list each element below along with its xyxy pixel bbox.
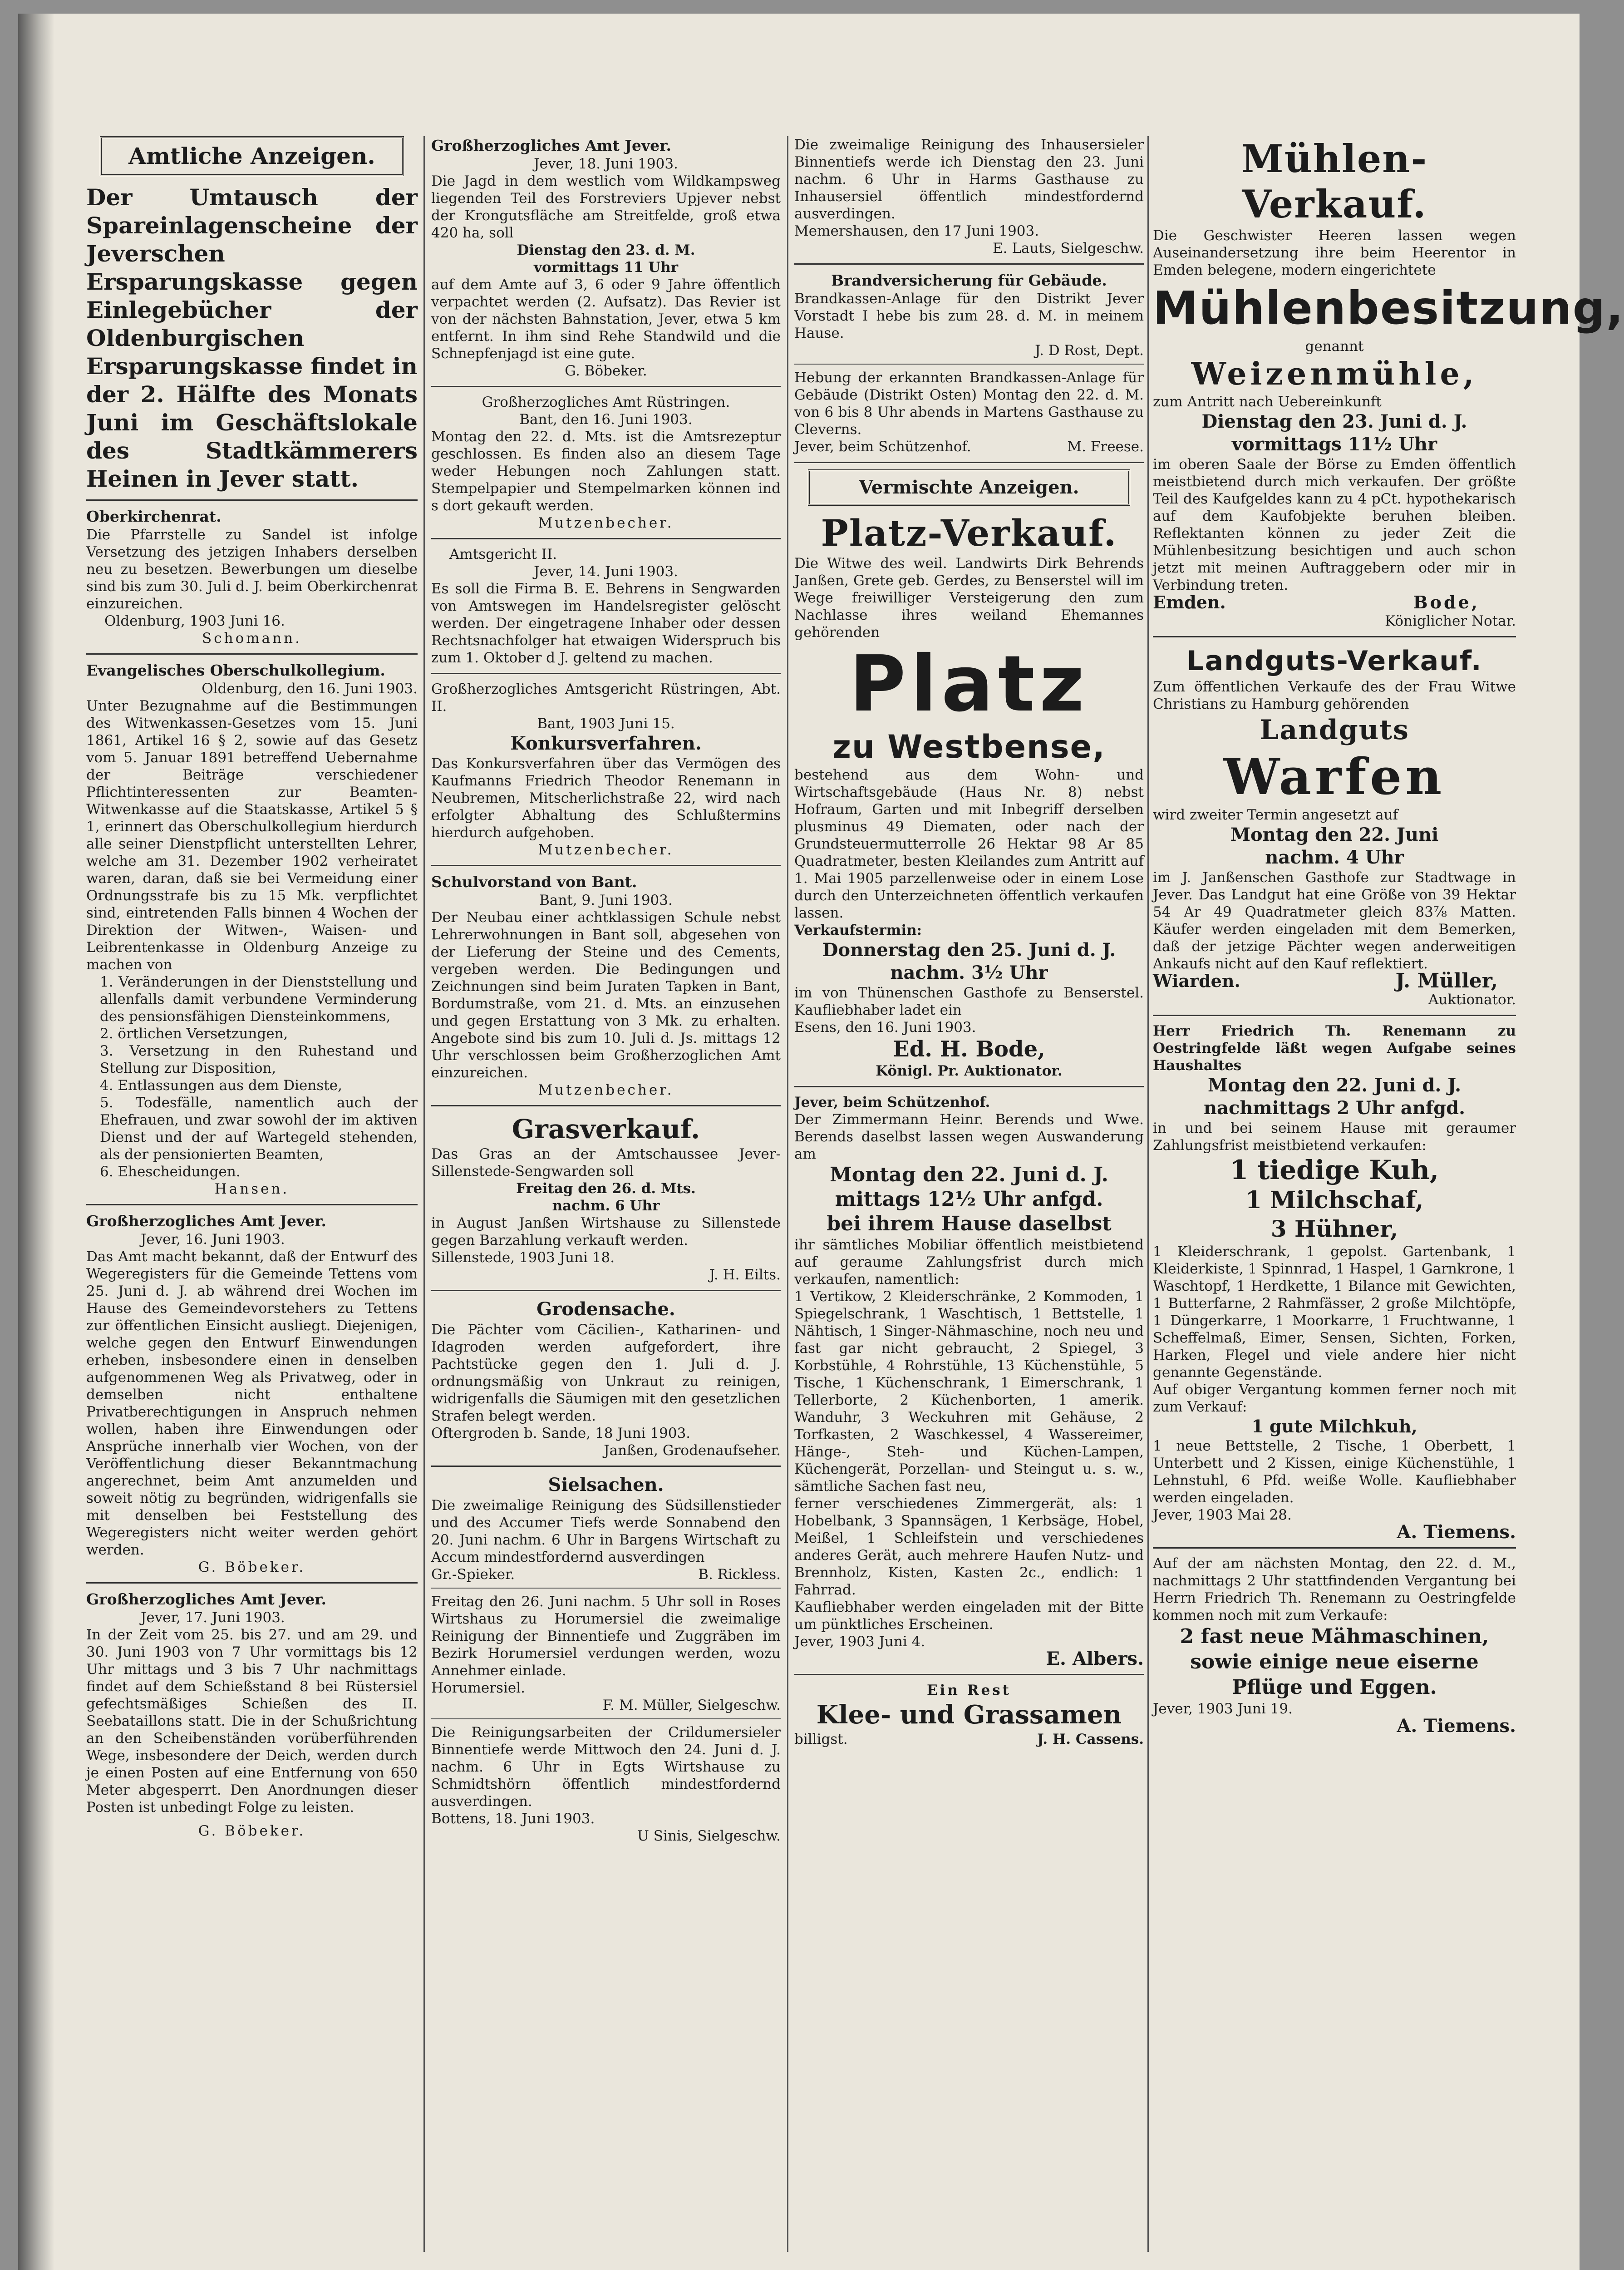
notice-body: Das Amt macht bekannt, daß der Entwurf des Wegeregisters für die Gemeinde Tettens vom 25. Juni d. J. ab während drei Wochen im Hause des Gemeindevorstehers zu Tettens zur öffentlichen Einsicht ausliegt. Diejenigen, welche gegen den Entwurf Einwendungen erheben, insbesondere einen in denselben aufgenommenen Weg als Privatweg, oder in demselben nicht enthaltene Privatberechtigungen in Anspruch nehmen wollen, haben ihre Einwendungen oder Ansprüche innerhalb vier Wochen, von der Veröffentlichung dieser Bekanntmachung angerechnet, beim Amt anzumelden und soweit nötig zu begründen, widrigenfalls sie mit denselben bei Feststellung des Wegeregisters nicht weiter werden gehört werden.: [86, 1248, 418, 1558]
notice-date: Jever, 14. Juni 1903.: [534, 563, 678, 580]
divider: [794, 1086, 1144, 1087]
notice-body: ihr sämtliches Mobiliar öffentlich meistbietend auf geraume Zahlungsfrist durch mich verkaufen, namentlich:: [794, 1237, 1144, 1288]
notice-place-text: Gr.-Spieker.: [431, 1566, 515, 1583]
notice-body: Es soll die Firma B. E. Behrens in Sengwarden von Amtswegen im Handelsregister gelöscht werden. Der eingetragene Inhaber oder dessen Rechtsnachfolger hat etwaigen Widerspruch bis zum 1. Oktober d J. geltend zu machen.: [431, 581, 781, 666]
notice-signature: Bode,: [1413, 592, 1480, 612]
divider: [431, 1718, 781, 1719]
notice-signature: Ed. H. Bode,: [893, 1036, 1045, 1062]
divider: [431, 1290, 781, 1291]
divider: [794, 1674, 1144, 1675]
notice-heading: Großherzogliches Amt Jever.: [86, 1212, 326, 1230]
column-4: [1153, 136, 1624, 1737]
notice-title: Konkursverfahren.: [510, 733, 702, 754]
notice-time: vormittags 11½ Uhr: [1231, 434, 1437, 455]
notice-body: Der Zimmermann Heinr. Berends und Wwe. Berends daselbst lassen wegen Auswanderung am: [794, 1111, 1144, 1162]
notice-date: Bant, 9. Juni 1903.: [539, 892, 673, 908]
notice-signature: A. Tiemens.: [1397, 1521, 1516, 1543]
divider: [431, 865, 781, 866]
list-item: 3. Versetzung in den Ruhestand und Stellung zur Disposition,: [100, 1043, 418, 1076]
notice-body: Auf der am nächsten Montag, den 22. d. M., nachmittags 2 Uhr stattfindenden Vergantung bei Herrn Friedrich Th. Renemann zu Oestringfelde kommen noch mit zum Verkaufe:: [1153, 1555, 1516, 1624]
divider: [1153, 636, 1516, 637]
notice-place-big: zu Westbense,: [832, 728, 1106, 765]
notice-name: Weizenmühle,: [1191, 356, 1478, 392]
notice-body: Montag den 22. d. Mts. ist die Amtsrezeptur geschlossen. Es finden also an diesem Tage weder Hebungen noch Zahlungen statt. Stempelpapier und Stempelmarken können ind s dort gekauft werden.: [431, 429, 781, 514]
notice-body: im von Thünenschen Gasthofe zu Benserstel. Kaufliebhaber ladet ein: [794, 985, 1144, 1018]
notice-signature: J. Müller,: [1395, 969, 1498, 992]
notice-body: Zum öffentlichen Verkaufe des der Frau Witwe Christians zu Hamburg gehörenden: [1153, 679, 1516, 712]
notice-date: Bottens, 18. Juni 1903.: [431, 1811, 595, 1827]
notice-body: Die Jagd in dem westlich vom Wildkampsweg liegenden Teil des Forstreviers Upjever nebst der Krongutsfläche am Streitfelde, groß etwa 420 ha, soll: [431, 173, 781, 241]
list-item: 2. örtlichen Versetzungen,: [100, 1026, 288, 1042]
notice-time: Freitag den 26. d. Mts.: [516, 1180, 696, 1197]
notice-big-word: Warfen: [1223, 747, 1446, 806]
notice-place-text: Wiarden.: [1153, 971, 1240, 991]
divider: [431, 538, 781, 539]
notice-place: [1153, 594, 1516, 612]
notice-time: Dienstag den 23. Juni d. J.: [1201, 411, 1467, 432]
notice-highlight: 3 Hühner,: [1270, 1215, 1398, 1242]
divider: [431, 673, 781, 674]
notice-heading: Schulvorstand von Bant.: [431, 873, 637, 891]
notice-big-word: Mühlenbesitzung,: [1153, 281, 1624, 335]
notice-date: Oldenburg, 1903 Juni 16.: [104, 613, 285, 629]
notice-title: Landguts-Verkauf.: [1186, 645, 1482, 677]
divider: [431, 1466, 781, 1467]
notice-body: In der Zeit vom 25. bis 27. und am 29. und 30. Juni 1903 von 7 Uhr vormittags bis 12 Uhr mittags und 3 bis 7 Uhr nachmittags findet auf dem Schießstand 8 bei Rüstersiel gefechtsmäßiges Schießen des II. Seebataillons statt. Die in der Schußrichtung an den Scheibenständen vorüberführenden Wege, insbesondere der Deich, werden durch je einen Posten auf eine Entfernung von 650 Meter abgesperrt. Den Anordnungen dieser Posten ist unbedingt Folge zu leisten.: [86, 1627, 418, 1816]
column-2: [431, 136, 781, 1845]
notice-date: Jever, 1903 Juni 4.: [794, 1633, 925, 1650]
notice-highlight: 2 fast neue Mähmaschinen, sowie einige neue eiserne Pflüge und Eggen.: [1180, 1625, 1489, 1699]
notice-signature: G. Böbeker.: [198, 1559, 306, 1575]
notice-body: bestehend aus dem Wohn- und Wirtschaftsgebäude (Haus Nr. 8) nebst Hofraum, Garten und mit Inbegriff derselben plusminus 49 Diematen, oder nach der Grundsteuermutterrolle 26 Hektar 98 Ar 85 Quadratmeter, besten Kleilandes zum Antritt auf 1. Mai 1905 parzellenweise oder in einem Lose durch den Unterzeichneten öffentlich verkaufen lassen.: [794, 767, 1144, 921]
notice-body: Die Reinigungsarbeiten der Crildumersieler Binnentiefe werde Mittwoch den 24. Juni d. J. nachm. 6 Uhr in Egts Wirtshause zu Schmidtshörn öffentlich mindestfordernd ausverdingen.: [431, 1724, 781, 1810]
notice-body: Auf obiger Vergantung kommen ferner noch mit zum Verkauf:: [1153, 1382, 1516, 1415]
notice-signature: G. Böbeker.: [565, 363, 647, 379]
notice-date: Bant, 1903 Juni 15.: [537, 716, 675, 732]
notice-role: Königl. Pr. Auktionator.: [876, 1063, 1063, 1079]
notice-body: ferner verschiedenes Zimmergerät, als: 1 Hobelbank, 3 Spannsägen, 1 Kerbsäge, Hobel, Meißel, 1 Schleifstein und verschiedenes anderes Gerät, auch mehrere Haufen Nutz- und Brennholz, Kisten, Kasten 2c., endlich: 1 Fahrrad.: [794, 1495, 1144, 1598]
divider: [431, 1588, 781, 1589]
notice-heading: Oberkirchenrat.: [86, 508, 221, 525]
notice-title: Platz-Verkauf.: [821, 512, 1117, 554]
column-rule: [1147, 136, 1149, 2252]
notice-time: Donnerstag den 25. Juni d. J.: [822, 939, 1116, 961]
notice-time: vormittags 11 Uhr: [533, 259, 679, 276]
list-item: 1. Veränderungen in der Dienststellung und allenfalls damit verbundene Verminderung des pensionsfähigen Diensteinkommens,: [100, 974, 418, 1025]
divider: [794, 263, 1144, 265]
list-item: 6. Ehescheidungen.: [100, 1164, 241, 1180]
notice-title: Mühlen-Verkauf.: [1241, 136, 1428, 227]
column-1: [86, 136, 418, 1840]
section-title-amtliche: Amtliche Anzeigen.: [100, 136, 404, 176]
notice-time: nachm. 6 Uhr: [552, 1198, 660, 1214]
notice-heading: Großherzogliches Amt Jever.: [431, 137, 671, 154]
notice-price: billigst.: [794, 1731, 848, 1747]
notice-title: Sielsachen.: [548, 1474, 664, 1495]
notice-time: nachm. 4 Uhr: [1265, 847, 1404, 868]
notice-signature: J. H. Eilts.: [709, 1267, 781, 1283]
notice-signature: U Sinis, Sielgeschw.: [637, 1828, 781, 1844]
notice-signature: M. Freese.: [1067, 439, 1144, 455]
divider: [1153, 1547, 1516, 1549]
notice-date: Oldenburg, den 16. Juni 1903.: [202, 681, 418, 697]
notice-place-text: Emden.: [1153, 592, 1226, 612]
notice-heading: Ein Rest: [927, 1682, 1011, 1698]
notice-body: Die Witwe des weil. Landwirts Dirk Behrends Janßen, Grete geb. Gerdes, zu Benserstel will im Wege freiwilliger Versteigerung den zum Nachlasse ihres weiland Ehemannes gehörenden: [794, 555, 1144, 641]
notice-heading: Brandversicherung für Gebäude.: [831, 271, 1107, 289]
column-3: [794, 136, 1144, 1748]
notice-body: Die zweimalige Reinigung des Südsillenstieder und des Accumer Tiefs werde Sonnabend den 20. Juni nachm. 6 Uhr in Bargens Wirtschaft zu Accum mindestfordernd ausverdingen: [431, 1497, 781, 1565]
divider: [1153, 1015, 1516, 1016]
notice-body: Die Geschwister Heeren lassen wegen Auseinandersetzung ihre beim Heerentor in Emden belegene, modern eingerichtete: [1153, 227, 1516, 278]
column-rule: [423, 136, 425, 2252]
notice-title: Grasverkauf.: [512, 1114, 700, 1145]
notice-body: Freitag den 26. Juni nachm. 5 Uhr soll in Roses Wirtshaus zu Horumersiel die zweimalige Reinigung der Binnentiefe und Zuggräben im Bezirk Horumersiel verdungen werden, wozu Annehmer einlade.: [431, 1594, 781, 1679]
notice-body: Der Neubau einer achtklassigen Schule nebst Lehrerwohnungen in Bant soll, abgesehen von der Lieferung der Steine und des Cements, vergeben werden. Die Bedingungen und Zeichnungen sind beim Juraten Tapken in Bant, Bordumstraße, vom 21. d. Mts. an einzusehen und gegen Erstattung von 3 Mk. zu erhalten. Angebote sind bis zum 10. Juli d. Js. mittags 12 Uhr verschlossen beim Großherzoglichen Amt einzureichen.: [431, 909, 781, 1081]
divider: [86, 653, 418, 655]
notice-body: Die Pächter vom Cäcilien-, Katharinen- und Idagroden werden aufgefordert, ihre Pachtstücke gegen den 1. Juli d. J. ordnungsmäßig von Unkraut zu reinigen, widrigenfalls die Säumigen mit den gesetzlichen Strafen belegt werden.: [431, 1322, 781, 1424]
notice-body: 1 Kleiderschrank, 1 gepolst. Gartenbank, 1 Kleiderkiste, 1 Spinnrad, 1 Haspel, 1 Garnkrone, 1 Waschtopf, 1 Herdkette, 1 Bilance mit Gewichten, 1 Butterfarne, 2 Rahmfässer, 2 große Milchtöpfe, 1 Düngerkarre, 1 Moorkarre, 1 Fruchtwanne, 1 Scheffelmaß, Eimer, Sensen, Sichten, Forken, Harken, Flegel und viele andere hier nicht genannte Gegenstände.: [1153, 1244, 1516, 1381]
notice-body: Brandkassen-Anlage für den Distrikt Jever Vorstadt I hebe bis zum 28. d. M. in meinem Hause.: [794, 291, 1144, 341]
notice-heading: Großherzogliches Amt Rüstringen.: [482, 394, 730, 410]
divider: [794, 364, 1144, 365]
notice-date: Jever, 17. Juni 1903.: [141, 1609, 285, 1626]
notice-time: Montag den 22. Juni: [1230, 824, 1439, 845]
notice-signature: J. D Rost, Dept.: [1035, 342, 1144, 359]
column-rule: [787, 136, 788, 2252]
notice-highlight: 1 gute Milchkuh,: [1251, 1416, 1417, 1436]
notice-title: Klee- und Grassamen: [816, 1700, 1122, 1730]
notice-body: im J. Janßenschen Gasthofe zur Stadtwage in Jever. Das Landgut hat eine Größe von 39 Hektar 54 Ar 49 Quadratmeter gleich 83⅞ Matten. Käufer werden eingeladen mit dem Bemerken, daß der jetzige Pächter wegen anderweitigen Ankaufs nicht auf den Kauf reflektiert.: [1153, 869, 1516, 972]
list-item: 4. Entlassungen aus dem Dienste,: [100, 1077, 342, 1094]
notice-date: Esens, den 16. Juni 1903.: [794, 1019, 976, 1036]
notice-umtausch: Der Umtausch der Spareinlagenscheine der Jeverschen Ersparungskasse gegen Einlegebücher der Oldenburgischen Ersparungskasse findet in der 2. Hälfte des Monats Juni im Geschäftslokale des Stadtkämmerers Heinen in Jever statt.: [86, 184, 418, 492]
notice-date: Jever, 1903 Mai 28.: [1153, 1507, 1292, 1523]
newspaper-page: [18, 14, 1624, 2270]
notice-signature: Schomann.: [202, 630, 302, 646]
section-title-vermischte: Vermischte Anzeigen.: [808, 469, 1130, 506]
notice-time: bei ihrem Hause daselbst: [827, 1212, 1112, 1235]
notice-time: Dienstag den 23. d. M.: [517, 242, 695, 258]
notice-highlight: 1 Milchschaf,: [1245, 1186, 1424, 1214]
notice-signature: F. M. Müller, Sielgeschw.: [602, 1697, 781, 1713]
divider: [86, 1582, 418, 1584]
notice-body: Hebung der erkannten Brandkassen-Anlage für Gebäude (Distrikt Osten) Montag den 22. d. M. von 6 bis 8 Uhr abends in Martens Gasthause zu Cleverns.: [794, 370, 1144, 438]
notice-time: Montag den 22. Juni d. J.: [1207, 1075, 1462, 1096]
notice-footer: [794, 1731, 1144, 1748]
notice-role: Auktionator.: [1428, 992, 1516, 1008]
divider: [431, 386, 781, 387]
notice-big-word: Platz: [849, 639, 1089, 729]
notice-place: [431, 1566, 781, 1583]
notice-signature: E. Lauts, Sielgeschw.: [993, 240, 1144, 257]
notice-date: Jever, 18. Juni 1903.: [534, 156, 678, 172]
notice-signature: Janßen, Grodenaufseher.: [604, 1442, 781, 1459]
notice-date: Oftergroden b. Sande, 18 Juni 1903.: [431, 1425, 691, 1441]
notice-signature: B. Rickless.: [698, 1566, 781, 1583]
notice-signature: Hansen.: [214, 1181, 290, 1197]
notice-body: 1 neue Bettstelle, 2 Tische, 1 Oberbett, 1 Unterbett und 2 Kissen, einige Küchenstühle, 1 Lehnstuhl, 6 Pfd. weiße Wolle. Kaufliebhaber werden eingeladen.: [1153, 1438, 1516, 1506]
notice-time: mittags 12½ Uhr anfgd.: [835, 1188, 1103, 1211]
notice-role: Königlicher Notar.: [1385, 613, 1516, 629]
notice-signature: G. Böbeker.: [198, 1823, 306, 1839]
notice-signature: E. Albers.: [1046, 1648, 1144, 1669]
notice-heading: Amtsgericht II.: [449, 546, 557, 563]
notice-place: Horumersiel.: [431, 1680, 525, 1696]
divider: [794, 462, 1144, 463]
notice-date: Jever, 16. Juni 1903.: [141, 1231, 285, 1248]
notice-place: [794, 438, 1144, 455]
notice-time: Montag den 22. Juni d. J.: [830, 1163, 1108, 1186]
notice-body: auf dem Amte auf 3, 6 oder 9 Jahre öffentlich verpachtet werden (2. Aufsatz). Das Revier ist von der nächsten Bahnstation, Jever, etwa 5 km entfernt. In ihm sind Rehe Standwild und die Schnepfenjagd ist eine gute.: [431, 276, 781, 362]
notice-body: Das Konkursverfahren über das Vermögen des Kaufmanns Friedrich Theodor Renemann in Neubremen, Mitscherlichstraße 22, wird nach erfolgter Abhaltung des Schlußtermins hierdurch aufgehoben.: [431, 755, 781, 841]
notice-body: 1 Vertikow, 2 Kleiderschränke, 2 Kommoden, 1 Spiegelschrank, 1 Waschtisch, 1 Bettstelle, 1 Nähtisch, 1 Singer-Nähmaschine, noch neu und fast gar nicht gebraucht, 2 Spiegel, 3 Korbstühle, 4 Rohrstühle, 13 Küchenstühle, 5 Tische, 1 Küchenschrank, 1 Eimerschrank, 1 Tellerborte, 2 Küchenborten, 1 amerik. Wanduhr, 3 Weckuhren mit Gehäuse, 2 Torfkasten, 2 Waschkessel, 4 Wassereimer, Hänge-, Steh- und Küchen-Lampen, Küchengerät, Porzellan- und Steingut u. s. w., sämtliche Sachen fast neu,: [794, 1288, 1144, 1495]
notice-title: Grodensache.: [536, 1298, 675, 1320]
notice-place: Jever, beim Schützenhof.: [794, 1094, 990, 1110]
notice-heading: Großherzogliches Amtsgericht Rüstringen, Abt. II.: [431, 681, 781, 715]
notice-body: Herr Friedrich Th. Renemann zu Oestringfelde läßt wegen Aufgabe seines Haushaltes: [1153, 1023, 1516, 1074]
list-item: 5. Todesfälle, namentlich auch der Ehefrauen, und zwar sowohl der im aktiven Dienst und der auf Wartegeld stehenden, als der pensionierten Beamten,: [100, 1095, 418, 1163]
notice-body: Die Pfarrstelle zu Sandel ist infolge Versetzung des jetzigen Inhabers derselben neu zu besetzen. Bewerbungen um dieselbe sind bis zum 30. Juli d. J. beim Oberkirchenrat einzureichen.: [86, 527, 418, 612]
notice-body: im oberen Saale der Börse zu Emden öffentlich meistbietend durch mich verkaufen. Der größte Teil des Kaufgeldes kann zu 4 pCt. hypothekarisch auf dem Kaufobjekte beruhen bleiben. Reflektanten können zu jeder Zeit die Mühlenbesitzung besichtigen und auch schon jetzt mit meinen Auftraggebern oder mir in Verbindung treten.: [1153, 456, 1516, 593]
notice-heading: Evangelisches Oberschulkollegium.: [86, 661, 385, 679]
notice-date: Memershausen, den 17 Juni 1903.: [794, 223, 1039, 239]
notice-time: nachm. 3½ Uhr: [890, 962, 1048, 983]
notice-body: Unter Bezugnahme auf die Bestimmungen des Witwenkassen-Gesetzes vom 15. Juni 1861, Artikel 16 § 2, sowie auf das Gesetz vom 5. Januar 1891 betreffend Uebernahme der Beiträge verschiedener Pflichtinteressenten zur Beamten-Witwenkasse auf die Staatskasse, Artikel 5 § 1, erinnert das Oberschulkollegium hierdurch alle seiner Dienstpflicht unterstellten Lehrer, welche am 31. Dezember 1902 verheiratet waren, daran, daß sie bei Vermeidung einer Ordnungsstrafe bis zu 15 Mk. verpflichtet sind, eintretenden Falls binnen 4 Wochen der Direktion der Witwen-, Waisen- und Leibrentenkasse in Oldenburg Anzeige zu machen von: [86, 698, 418, 973]
notice-body: Das Gras an der Amtschaussee Jever-Sillenstede-Sengwarden soll: [431, 1146, 781, 1179]
notice-signature: Mutzenbecher.: [538, 1082, 674, 1098]
notice-small: genannt: [1305, 338, 1364, 355]
divider: [86, 1204, 418, 1205]
binding-gutter: [18, 14, 54, 2270]
divider: [431, 1105, 781, 1106]
notice-body: wird zweiter Termin angesetzt auf: [1153, 807, 1398, 823]
notice-list: [86, 973, 418, 1180]
notice-subtitle: Landguts: [1260, 714, 1409, 746]
notice-signature: J. H. Cassens.: [1037, 1731, 1144, 1747]
notice-date: Jever, 1903 Juni 19.: [1153, 1701, 1293, 1717]
notice-label: Verkaufstermin:: [794, 922, 922, 938]
notice-body: in und bei seinem Hause mit geraumer Zahlungsfrist meistbietend verkaufen:: [1153, 1120, 1516, 1154]
notice-body: Kaufliebhaber werden eingeladen mit der Bitte um pünktliches Erscheinen.: [794, 1599, 1144, 1633]
notice-signature: Mutzenbecher.: [538, 842, 674, 858]
notice-signature: Mutzenbecher.: [538, 515, 674, 531]
notice-heading: Großherzogliches Amt Jever.: [86, 1590, 326, 1608]
notice-body: zum Antritt nach Uebereinkunft: [1153, 394, 1382, 410]
notice-body: Die zweimalige Reinigung des Inhausersieler Binnentiefs werde ich Dienstag den 23. Juni nachm. 6 Uhr in Harms Gasthause zu Inhausersiel öffentlich mindestfordernd ausverdingen.: [794, 137, 1144, 222]
notice-signature: A. Tiemens.: [1397, 1715, 1516, 1737]
notice-place: [1153, 969, 1516, 992]
notice-body: in August Janßen Wirtshause zu Sillenstede gegen Barzahlung verkauft werden.: [431, 1215, 781, 1248]
notice-time: nachmittags 2 Uhr anfgd.: [1203, 1097, 1466, 1119]
notice-date: Sillenstede, 1903 Juni 18.: [431, 1249, 615, 1266]
divider: [86, 499, 418, 501]
notice-date: Bant, den 16. Juni 1903.: [519, 411, 693, 428]
notice-place-text: Jever, beim Schützenhof.: [794, 439, 971, 455]
notice-highlight: 1 tiedige Kuh,: [1230, 1155, 1439, 1185]
